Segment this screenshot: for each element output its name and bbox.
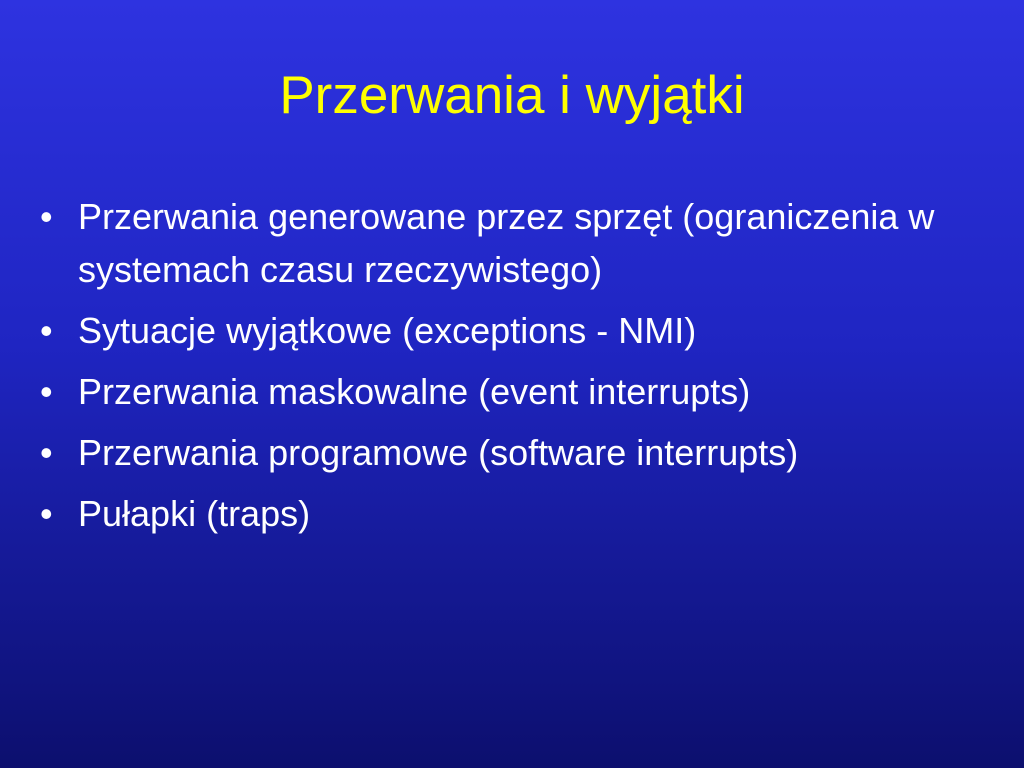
bullet-item [40, 365, 1000, 418]
bullet-icon: • [40, 493, 53, 534]
slide-title: Przerwania i wyjątki [279, 66, 745, 125]
bullet-icon: • [40, 432, 53, 473]
bullet-text: Przerwania generowane przez sprzęt (ograniczenia w systemach czasu rzeczywistego) [78, 196, 935, 290]
bullet-list [40, 190, 1000, 548]
bullet-icon: • [40, 310, 53, 351]
bullet-item [40, 304, 1000, 357]
bullet-icon: • [40, 371, 53, 412]
bullet-text: Sytuacje wyjątkowe (exceptions - NMI) [78, 310, 697, 351]
bullet-item [40, 426, 1000, 479]
bullet-icon: • [40, 196, 53, 237]
bullet-text: Przerwania maskowalne (event interrupts) [78, 371, 751, 412]
bullet-text: Przerwania programowe (software interrupts) [78, 432, 799, 473]
bullet-item [40, 487, 1000, 540]
bullet-text: Pułapki (traps) [78, 493, 311, 534]
bullet-item [40, 190, 1000, 296]
